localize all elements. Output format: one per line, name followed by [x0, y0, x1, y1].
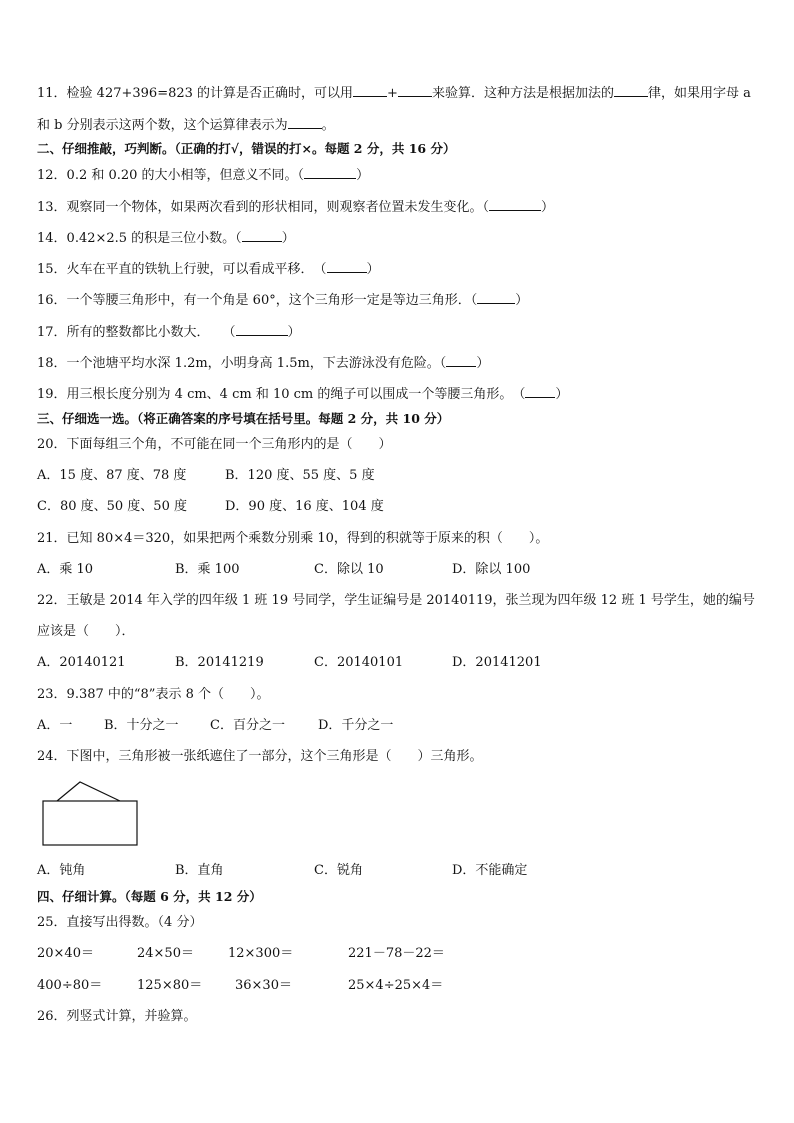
section-3-heading: 三、仔细选一选。（将正确答案的序号填在括号里。每题 2 分，共 10 分） — [37, 411, 450, 426]
q21-option-b[interactable]: B．乘 100 — [175, 562, 240, 577]
q21-option-d[interactable]: D．除以 100 — [452, 562, 531, 577]
question-14: 14．0.42×2.5 的积是三位小数。（ ） — [37, 231, 295, 246]
question-11-line-2: 和 b 分别表示这两个数，这个运算律表示为 。 — [37, 118, 335, 133]
q23-option-b[interactable]: B．十分之一 — [104, 718, 179, 733]
question-16: 16．一个等腰三角形中，有一个角是 60°，这个三角形一定是等边三角形．（ ） — [37, 293, 529, 308]
question-11-line-1: 11．检验 427+396=823 的计算是否正确时，可以用 + 来验算．这种方法是根据加法的 律，如果用字母 a — [37, 86, 751, 101]
q22-option-b[interactable]: B．20141219 — [175, 655, 264, 670]
q20-option-d[interactable]: D．90 度、16 度、104 度 — [225, 499, 384, 514]
calc-item: 20×40＝ — [37, 946, 94, 961]
question-22-stem-line-2: 应该是（ ）． — [37, 624, 135, 639]
question-13: 13．观察同一个物体，如果两次看到的形状相同，则观察者位置未发生变化。（ ） — [37, 200, 555, 215]
question-12: 12．0.2 和 0.20 的大小相等，但意义不同。（ ） — [37, 168, 370, 183]
q24-option-c[interactable]: C．锐角 — [314, 863, 363, 878]
answer-blank[interactable] — [288, 116, 322, 129]
q21-option-a[interactable]: A．乘 10 — [37, 562, 94, 577]
question-24-stem: 24．下图中，三角形被一张纸遮住了一部分，这个三角形是（ ）三角形。 — [37, 749, 483, 764]
answer-blank[interactable] — [525, 385, 555, 398]
section-4-heading: 四、仔细计算。（每题 6 分，共 12 分） — [37, 889, 262, 904]
question-20-stem: 20．下面每组三个角，不可能在同一个三角形内的是（ ） — [37, 437, 392, 452]
answer-blank[interactable] — [398, 84, 432, 97]
calc-item: 12×300＝ — [228, 946, 294, 961]
question-23-stem: 23．9.387 中的“8”表示 8 个（ ）。 — [37, 687, 270, 702]
q20-option-b[interactable]: B．120 度、55 度、5 度 — [225, 468, 375, 483]
calc-item: 125×80＝ — [137, 978, 203, 993]
q24-option-d[interactable]: D．不能确定 — [452, 863, 528, 878]
question-15: 15．火车在平直的铁轨上行驶，可以看成平移． （ ） — [37, 262, 380, 277]
calc-item: 400÷80＝ — [37, 978, 103, 993]
covered-triangle-figure — [40, 780, 140, 850]
calc-item: 25×4÷25×4＝ — [348, 978, 444, 993]
answer-blank[interactable] — [353, 84, 387, 97]
section-2-heading: 二、仔细推敲，巧判断。（正确的打√，错误的打×。每题 2 分，共 16 分） — [37, 141, 456, 156]
answer-blank[interactable] — [614, 84, 648, 97]
calc-item: 24×50＝ — [137, 946, 194, 961]
answer-blank[interactable] — [489, 198, 541, 211]
q22-option-c[interactable]: C．20140101 — [314, 655, 404, 670]
q22-option-a[interactable]: A．20140121 — [37, 655, 126, 670]
question-25-stem: 25．直接写出得数。（4 分） — [37, 915, 203, 930]
q23-option-d[interactable]: D．千分之一 — [318, 718, 394, 733]
q24-option-b[interactable]: B．直角 — [175, 863, 224, 878]
q22-option-d[interactable]: D．20141201 — [452, 655, 542, 670]
question-26-stem: 26．列竖式计算，并验算。 — [37, 1009, 197, 1024]
q23-option-a[interactable]: A．一 — [37, 718, 73, 733]
covering-paper — [43, 801, 137, 845]
question-19: 19．用三根长度分别为 4 cm、4 cm 和 10 cm 的绳子可以围成一个等腰三角形。 （ ） — [37, 387, 569, 402]
calc-item: 221－78－22＝ — [348, 946, 445, 961]
answer-blank[interactable] — [304, 166, 356, 179]
q20-option-c[interactable]: C．80 度、50 度、50 度 — [37, 499, 187, 514]
answer-blank[interactable] — [477, 291, 515, 304]
q20-option-a[interactable]: A．15 度、87 度、78 度 — [37, 468, 187, 483]
answer-blank[interactable] — [327, 260, 367, 273]
question-18: 18．一个池塘平均水深 1.2m，小明身高 1.5m，下去游泳没有危险。（ ） — [37, 356, 490, 371]
question-21-stem: 21．已知 80×4＝320，如果把两个乘数分别乘 10，得到的积就等于原来的积（ ）。 — [37, 531, 549, 546]
question-22-stem-line-1: 22．王敏是 2014 年入学的四年级 1 班 19 号同学，学生证编号是 20140119，张兰现为四年级 12 班 1 号学生，她的编号 — [37, 593, 755, 608]
q21-option-c[interactable]: C．除以 10 — [314, 562, 384, 577]
question-17: 17．所有的整数都比小数大． （ ） — [37, 325, 301, 340]
calc-item: 36×30＝ — [235, 978, 292, 993]
triangle-tip — [57, 782, 120, 801]
q23-option-c[interactable]: C．百分之一 — [210, 718, 285, 733]
answer-blank[interactable] — [236, 323, 288, 336]
answer-blank[interactable] — [242, 229, 282, 242]
answer-blank[interactable] — [446, 354, 476, 367]
q24-option-a[interactable]: A．钝角 — [37, 863, 86, 878]
